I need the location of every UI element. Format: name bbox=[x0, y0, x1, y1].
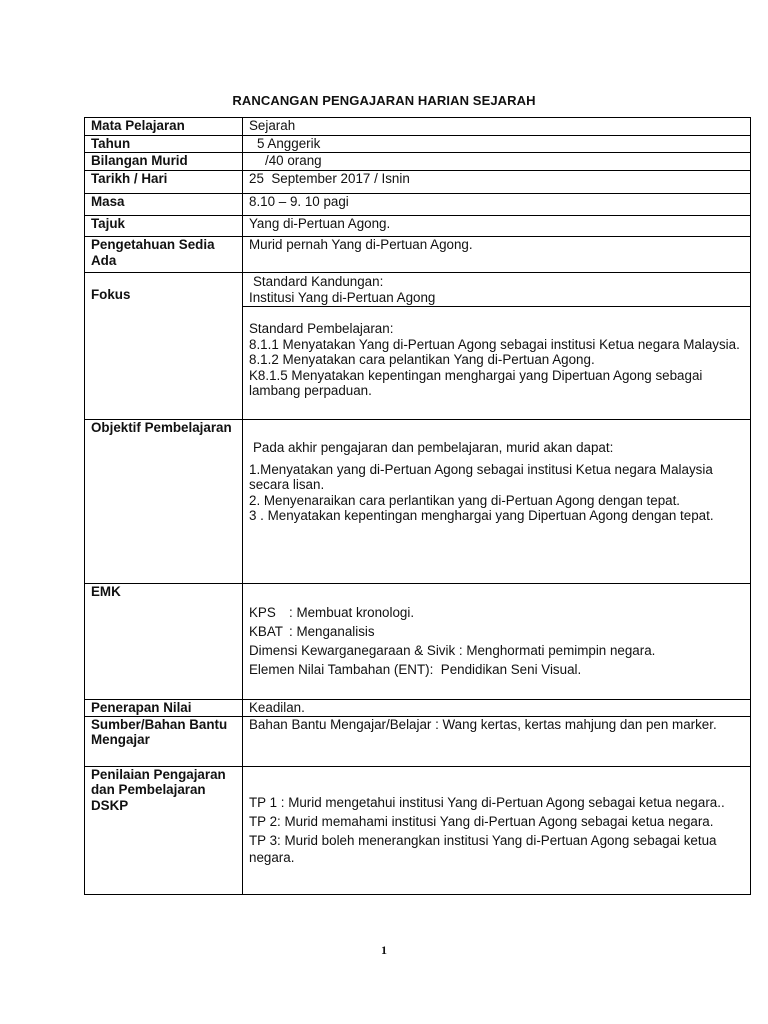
label-penilaian: Penilaian Pengajaran dan Pembelajaran DSKP bbox=[85, 766, 243, 894]
fokus-standard-pembelajaran bbox=[243, 307, 751, 420]
value-emk bbox=[243, 584, 751, 700]
table-row bbox=[85, 136, 751, 153]
label-masa: Masa bbox=[85, 194, 243, 216]
table-row bbox=[85, 194, 751, 216]
label-penerapan-nilai: Penerapan Nilai bbox=[85, 700, 243, 717]
penilaian-item: TP 1 : Murid mengetahui institusi Yang di-Pertuan Agong sebagai ketua negara.. bbox=[249, 795, 725, 810]
label-tarikh: Tarikh / Hari bbox=[85, 171, 243, 194]
emk-kbat bbox=[249, 622, 745, 641]
penilaian-item: TP 3: Murid boleh menerangkan institusi Yang di-Pertuan Agong sebagai ketua negara. bbox=[249, 833, 717, 865]
kbat-label: KBAT bbox=[249, 624, 283, 639]
value-mata-pelajaran: Sejarah bbox=[243, 118, 751, 136]
table-row bbox=[85, 216, 751, 237]
sp-item: 8.1.2 Menyatakan cara pelantikan Yang di-Pertuan Agong. bbox=[249, 352, 595, 367]
value-bilangan-murid bbox=[243, 153, 751, 171]
label-bilangan-murid: Bilangan Murid bbox=[85, 153, 243, 171]
label-emk: EMK bbox=[85, 584, 243, 700]
value-penerapan-nilai: Keadilan. bbox=[243, 700, 751, 717]
kps-value: : Membuat kronologi. bbox=[289, 605, 415, 620]
table-row bbox=[85, 716, 751, 766]
sk-text: Institusi Yang di-Pertuan Agong bbox=[249, 289, 436, 305]
table-row bbox=[85, 766, 751, 894]
table-row bbox=[85, 153, 751, 171]
label-objektif: Objektif Pembelajaran bbox=[85, 420, 243, 584]
table-row bbox=[85, 171, 751, 194]
value-tahun bbox=[243, 136, 751, 153]
label-tahun: Tahun bbox=[85, 136, 243, 153]
label-tajuk: Tajuk bbox=[85, 216, 243, 237]
lesson-plan-table bbox=[84, 117, 751, 895]
objektif-intro: Pada akhir pengajaran dan pembelajaran, murid akan dapat: bbox=[253, 440, 614, 455]
tahun-text: 5 Anggerik bbox=[257, 136, 321, 151]
sk-heading: Standard Kandungan: bbox=[253, 274, 384, 289]
label-sumber: Sumber/Bahan Bantu Mengajar bbox=[85, 716, 243, 766]
kps-label: KPS bbox=[249, 605, 276, 620]
objektif-item: 2. Menyenaraikan cara perlantikan yang di-Pertuan Agong dengan tepat. bbox=[249, 492, 681, 508]
table-row bbox=[85, 237, 751, 273]
table-row bbox=[85, 118, 751, 136]
value-sumber: Bahan Bantu Mengajar/Belajar : Wang kertas, kertas mahjung dan pen marker. bbox=[243, 716, 751, 766]
sp-item: K8.1.5 Menyatakan kepentingan menghargai yang Dipertuan Agong sebagai lambang perpaduan. bbox=[249, 367, 703, 398]
penilaian-item: TP 2: Murid memahami institusi Yang di-Pertuan Agong sebagai ketua negara. bbox=[249, 814, 714, 829]
emk-dimensi: Dimensi Kewarganegaraan & Sivik : Menghormati pemimpin negara. bbox=[249, 643, 656, 658]
sp-item: 8.1.1 Menyatakan Yang di-Pertuan Agong sebagai institusi Ketua negara Malaysia. bbox=[249, 336, 740, 352]
emk-kps bbox=[249, 603, 745, 622]
value-masa: 8.10 – 9. 10 pagi bbox=[243, 194, 751, 216]
table-row bbox=[85, 420, 751, 584]
label-mata-pelajaran: Mata Pelajaran bbox=[85, 118, 243, 136]
label-pengetahuan-sedia-ada: Pengetahuan Sedia Ada bbox=[85, 237, 243, 273]
sp-heading: Standard Pembelajaran: bbox=[249, 321, 394, 336]
fokus-standard-kandungan bbox=[243, 273, 751, 307]
bilangan-murid-text: /40 orang bbox=[265, 153, 322, 168]
table-row bbox=[85, 273, 751, 307]
value-objektif bbox=[243, 420, 751, 584]
value-tajuk: Yang di-Pertuan Agong. bbox=[243, 216, 751, 237]
label-fokus: Fokus bbox=[85, 273, 243, 420]
kbat-value: : Menganalisis bbox=[289, 624, 375, 639]
emk-elemen: Elemen Nilai Tambahan (ENT): Pendidikan Seni Visual. bbox=[249, 662, 582, 677]
page-title: RANCANGAN PENGAJARAN HARIAN SEJARAH bbox=[232, 93, 536, 108]
value-pengetahuan-sedia-ada: Murid pernah Yang di-Pertuan Agong. bbox=[243, 237, 751, 273]
table-row bbox=[85, 700, 751, 717]
value-tarikh: 25 September 2017 / Isnin bbox=[243, 171, 751, 194]
page-number: 1 bbox=[381, 943, 387, 957]
objektif-item: 3 . Menyatakan kepentingan menghargai yang Dipertuan Agong dengan tepat. bbox=[249, 508, 714, 523]
value-penilaian bbox=[243, 766, 751, 894]
objektif-item: 1.Menyatakan yang di-Pertuan Agong sebagai institusi Ketua negara Malaysia secara lisan. bbox=[249, 461, 713, 492]
table-row bbox=[85, 584, 751, 700]
